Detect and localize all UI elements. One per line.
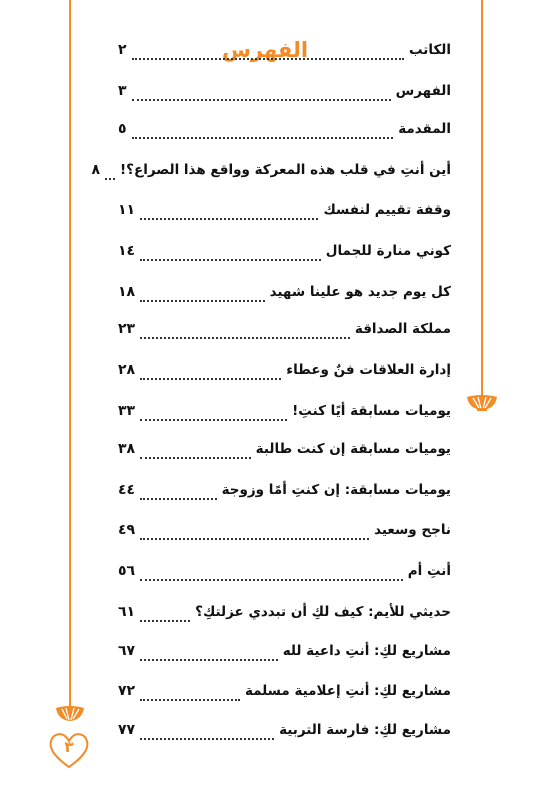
toc-entry-page: ٦١ (118, 604, 136, 620)
dot-leader (132, 137, 394, 139)
toc-entry[interactable] (118, 243, 451, 267)
toc-entry[interactable] (118, 482, 451, 506)
toc-entry[interactable] (118, 563, 451, 587)
toc-entry-label: يوميات مسابقة: إن كنتِ أمًا وزوجة (221, 482, 451, 498)
toc-entry-page: ٦٧ (118, 643, 136, 659)
dot-leader (140, 659, 278, 661)
toc-entry[interactable] (118, 643, 451, 667)
toc-entry-page: ٧٧ (118, 722, 136, 738)
toc-entry-label: الكاتب (409, 42, 451, 58)
toc-entry[interactable] (118, 522, 451, 546)
toc-entry-page: ٤٩ (118, 522, 136, 538)
toc-entry[interactable] (91, 162, 451, 186)
toc-entry[interactable] (118, 42, 451, 66)
dot-leader (140, 457, 251, 459)
toc-entry-label: المقدمة (398, 121, 451, 137)
dot-leader (132, 58, 404, 60)
dot-leader (140, 538, 369, 540)
toc-entry-page: ٤٤ (118, 482, 136, 498)
toc-entry-label: وقفة تقييم لنفسك (323, 202, 451, 218)
toc-entry-label: ناجح وسعيد (374, 522, 451, 538)
toc-entry-label: أنتِ أم (407, 563, 451, 579)
toc-entry-page: ٧٢ (118, 683, 136, 699)
toc-entry-page: ٢ (118, 42, 127, 58)
toc-entry[interactable] (118, 403, 451, 427)
shell-icon (465, 393, 499, 411)
toc-entry[interactable] (118, 202, 451, 226)
toc-entry-page: ٥ (118, 121, 127, 137)
toc-entry-label: حديثي للأيم: كيف لكِ أن تبددي عزلتكِ؟ (195, 604, 451, 620)
dot-leader (140, 218, 318, 220)
toc-entry[interactable] (118, 321, 451, 345)
toc-entry-page: ٢٨ (118, 362, 136, 378)
dot-leader (132, 99, 391, 101)
toc-entry[interactable] (118, 683, 451, 707)
decorative-line-left (69, 0, 71, 710)
toc-entry-label: كوني منارة للجمال (325, 243, 451, 259)
dot-leader (140, 300, 265, 302)
dot-leader (140, 699, 240, 701)
dot-leader (140, 259, 321, 261)
dot-leader (140, 337, 350, 339)
toc-entry[interactable] (118, 362, 451, 386)
toc-entry-page: ٢٣ (118, 321, 136, 337)
toc-entry-page: ٣٨ (118, 441, 136, 457)
toc-entry-label: مشاريع لكِ: أنتِ إعلامية مسلمة (244, 683, 451, 699)
toc-entry-label: مملكة الصداقة (354, 321, 451, 337)
dot-leader (140, 378, 281, 380)
toc-entry-page: ١٤ (118, 243, 136, 259)
decorative-line-right (481, 0, 483, 400)
toc-entry[interactable] (118, 83, 451, 107)
shell-icon (54, 704, 86, 722)
toc-entry-page: ٣٣ (118, 403, 136, 419)
dot-leader (140, 620, 190, 622)
toc-entry-page: ١٨ (118, 284, 136, 300)
page-number: ٣ (64, 738, 74, 756)
dot-leader (140, 738, 274, 740)
toc-entry-label: مشاريع لكِ: فارسة التربية (279, 722, 451, 738)
toc-entry[interactable] (118, 604, 451, 628)
toc-entry[interactable] (118, 722, 451, 746)
toc-entry-label: يوميات مسابقة أيًا كنتِ! (292, 403, 451, 419)
dot-leader (140, 498, 217, 500)
toc-entry-label: كل يوم جديد هو علينا شهيد (269, 284, 451, 300)
toc-entry-label: إدارة العلاقات فنٌ وعطاء (286, 362, 451, 378)
toc-entry-page: ١١ (118, 202, 136, 218)
toc-entry[interactable] (118, 441, 451, 465)
toc-entry[interactable] (118, 284, 451, 308)
dot-leader (140, 419, 287, 421)
dot-leader (140, 579, 403, 581)
toc-entry-page: ٣ (118, 83, 127, 99)
toc-entry-page: ٥٦ (118, 563, 136, 579)
dot-leader (105, 178, 115, 180)
toc-entry-page: ٨ (91, 162, 100, 178)
toc-entry-label: أين أنتِ في قلب هذه المعركة وواقع هذا الصراع؟! (120, 162, 451, 178)
toc-entry-label: يوميات مسابقة إن كنت طالبة (255, 441, 451, 457)
toc-entry-label: الفهرس (395, 83, 451, 99)
toc-entry-label: مشاريع لكِ: أنتِ داعية لله (282, 643, 451, 659)
toc-entry[interactable] (118, 121, 451, 145)
toc-title: الفهرس (221, 38, 309, 62)
